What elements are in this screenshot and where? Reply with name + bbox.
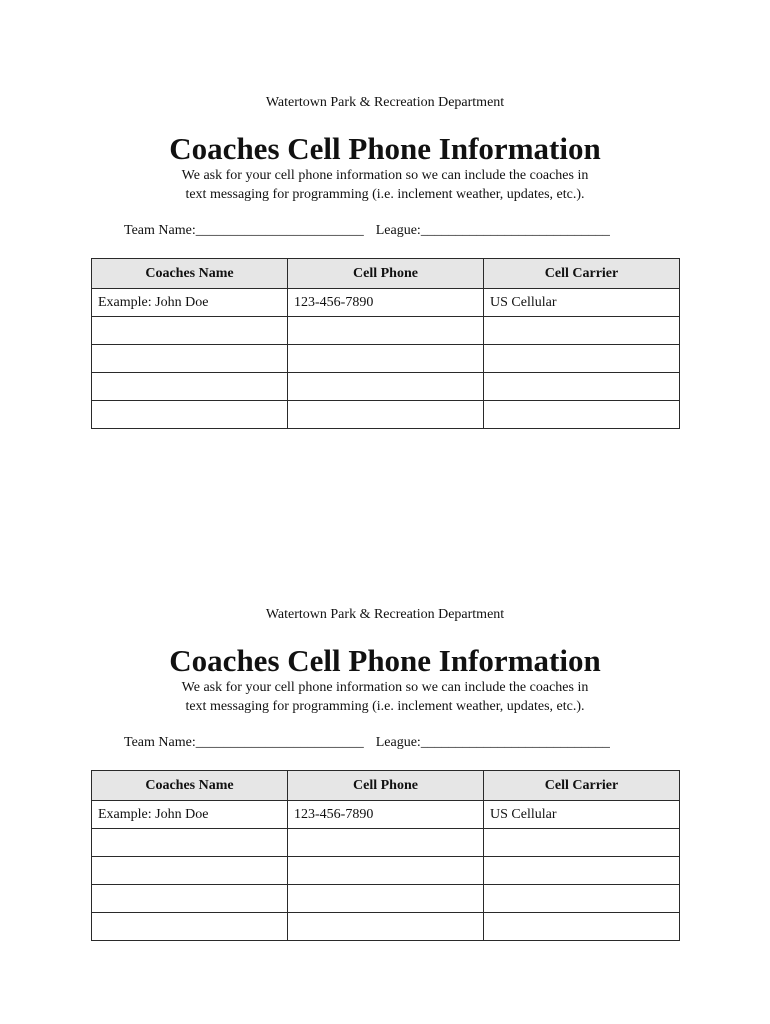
form-fields [124,222,610,240]
coach-name-cell[interactable]: Example: John Doe [92,801,288,829]
cell-phone-cell[interactable] [288,317,484,345]
cell-phone-cell[interactable] [288,913,484,941]
cell-carrier-cell[interactable] [484,857,680,885]
header-cell-phone: Cell Phone [288,771,484,801]
form-intro [0,678,770,716]
coach-name-cell[interactable]: Example: John Doe [92,289,288,317]
cell-carrier-cell[interactable] [484,401,680,429]
coaches-form-top [0,0,770,420]
coach-name-cell[interactable] [92,317,288,345]
header-cell-carrier: Cell Carrier [484,771,680,801]
cell-carrier-cell[interactable]: US Cellular [484,801,680,829]
coach-name-cell[interactable] [92,913,288,941]
cell-carrier-cell[interactable] [484,345,680,373]
coach-name-cell[interactable] [92,885,288,913]
cell-carrier-cell[interactable] [484,913,680,941]
header-cell-carrier: Cell Carrier [484,259,680,289]
coaches-table [91,770,680,941]
cell-phone-cell[interactable] [288,857,484,885]
header-cell-phone: Cell Phone [288,259,484,289]
league-label: League: [375,223,421,238]
coach-name-cell[interactable] [92,829,288,857]
table-row [92,801,680,829]
table-header-row [92,771,680,801]
coach-name-cell[interactable] [92,373,288,401]
league-blank[interactable]: ___________________________ [420,735,610,750]
cell-carrier-cell[interactable]: US Cellular [484,289,680,317]
coaches-table [91,258,680,429]
table-row [92,317,680,345]
table-row [92,829,680,857]
form-intro [0,166,770,204]
cell-phone-cell[interactable]: 123-456-7890 [288,801,484,829]
table-row [92,913,680,941]
header-coaches-name: Coaches Name [92,771,288,801]
cell-phone-cell[interactable] [288,885,484,913]
form-fields [124,734,610,752]
coaches-form-bottom [0,512,770,932]
department-name: Watertown Park & Recreation Department [265,95,505,110]
table-row [92,401,680,429]
league-label: League: [375,735,421,750]
team-name-blank[interactable]: ________________________ [195,223,364,238]
table-row [92,289,680,317]
cell-phone-cell[interactable] [288,373,484,401]
table-header-row [92,259,680,289]
cell-phone-cell[interactable]: 123-456-7890 [288,289,484,317]
intro-line: text messaging for programming (i.e. inclement weather, updates, etc.). [185,699,585,714]
table-row [92,857,680,885]
header-coaches-name: Coaches Name [92,259,288,289]
intro-line: text messaging for programming (i.e. inclement weather, updates, etc.). [185,187,585,202]
table-row [92,373,680,401]
cell-carrier-cell[interactable] [484,829,680,857]
cell-phone-cell[interactable] [288,345,484,373]
department-name: Watertown Park & Recreation Department [265,607,505,622]
intro-line: We ask for your cell phone information so we can include the coaches in [181,168,589,183]
table-row [92,885,680,913]
team-name-label: Team Name: [124,223,196,238]
cell-phone-cell[interactable] [288,401,484,429]
league-blank[interactable]: ___________________________ [420,223,610,238]
coach-name-cell[interactable] [92,345,288,373]
intro-line: We ask for your cell phone information so we can include the coaches in [181,680,589,695]
coach-name-cell[interactable] [92,401,288,429]
cell-carrier-cell[interactable] [484,885,680,913]
cell-carrier-cell[interactable] [484,373,680,401]
coach-name-cell[interactable] [92,857,288,885]
form-title: Coaches Cell Phone Information [169,131,601,166]
cell-phone-cell[interactable] [288,829,484,857]
team-name-label: Team Name: [124,735,196,750]
form-title: Coaches Cell Phone Information [169,643,601,678]
table-row [92,345,680,373]
team-name-blank[interactable]: ________________________ [195,735,364,750]
cell-carrier-cell[interactable] [484,317,680,345]
